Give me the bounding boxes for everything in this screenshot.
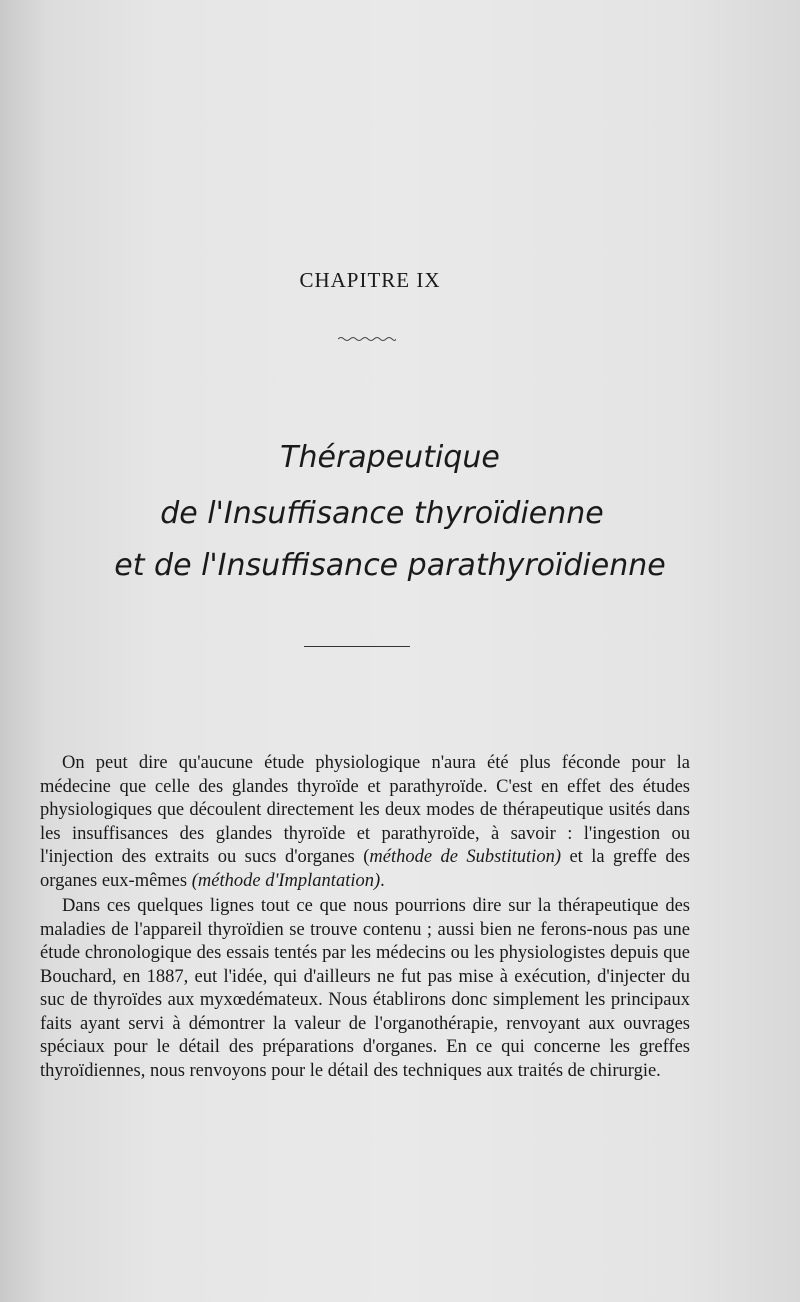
- title-line-1: Thérapeutique: [280, 440, 500, 475]
- title-line-2: de l'Insuffisance thyroïdienne: [160, 496, 604, 531]
- p1-text-a: On peut dire qu'aucune étude physiologique n'aura été plus féconde pour la médecine que celle des glandes thyroïde et parathyroïde. C'est en effet des études physiologiques que découlent directement les deux modes de thérapeutique usités dans les insuffisances des glandes thyroïde et parathyroïde, à savoir : l'ingestion ou l'injection des extraits ou sucs d'organes (: [40, 753, 690, 867]
- ornament-squiggle: [338, 336, 396, 342]
- title-line-3: et de l'Insuffisance parathyroïdienne: [114, 548, 666, 583]
- section-divider: [304, 646, 410, 647]
- p1-text-c: .: [380, 870, 385, 891]
- paragraph-2: Dans ces quelques lignes tout ce que nous pourrions dire sur la thérapeutique des maladies de l'appareil thyroïdien se trouve contenu ; aussi bien ne ferons-nous pas une étude chronologique des essais tentés par les médecins ou les physiologistes depuis que Bouchard, en 1887, eut l'idée, qui d'ailleurs ne fut pas mise à exécution, d'injecter du suc de thyroïdes aux myxœdémateux. Nous établirons donc simplement les principaux faits ayant servi à démontrer la valeur de l'organothérapie, renvoyant aux ouvrages spéciaux pour le détail des préparations d'organes. En ce qui concerne les greffes thyroïdiennes, nous renvoyons pour le détail des techniques aux traités de chirurgie.: [40, 896, 690, 1081]
- p1-method-implantation: (méthode d'Implantation): [191, 870, 381, 891]
- paragraph-1: [40, 752, 690, 893]
- p1-method-substitution: méthode de Substitution): [369, 847, 561, 867]
- body-text: [40, 752, 690, 1083]
- chapter-heading: CHAPITRE IX: [299, 268, 441, 292]
- p1-text-b: et la greffe des organes eux-mêmes: [40, 847, 690, 891]
